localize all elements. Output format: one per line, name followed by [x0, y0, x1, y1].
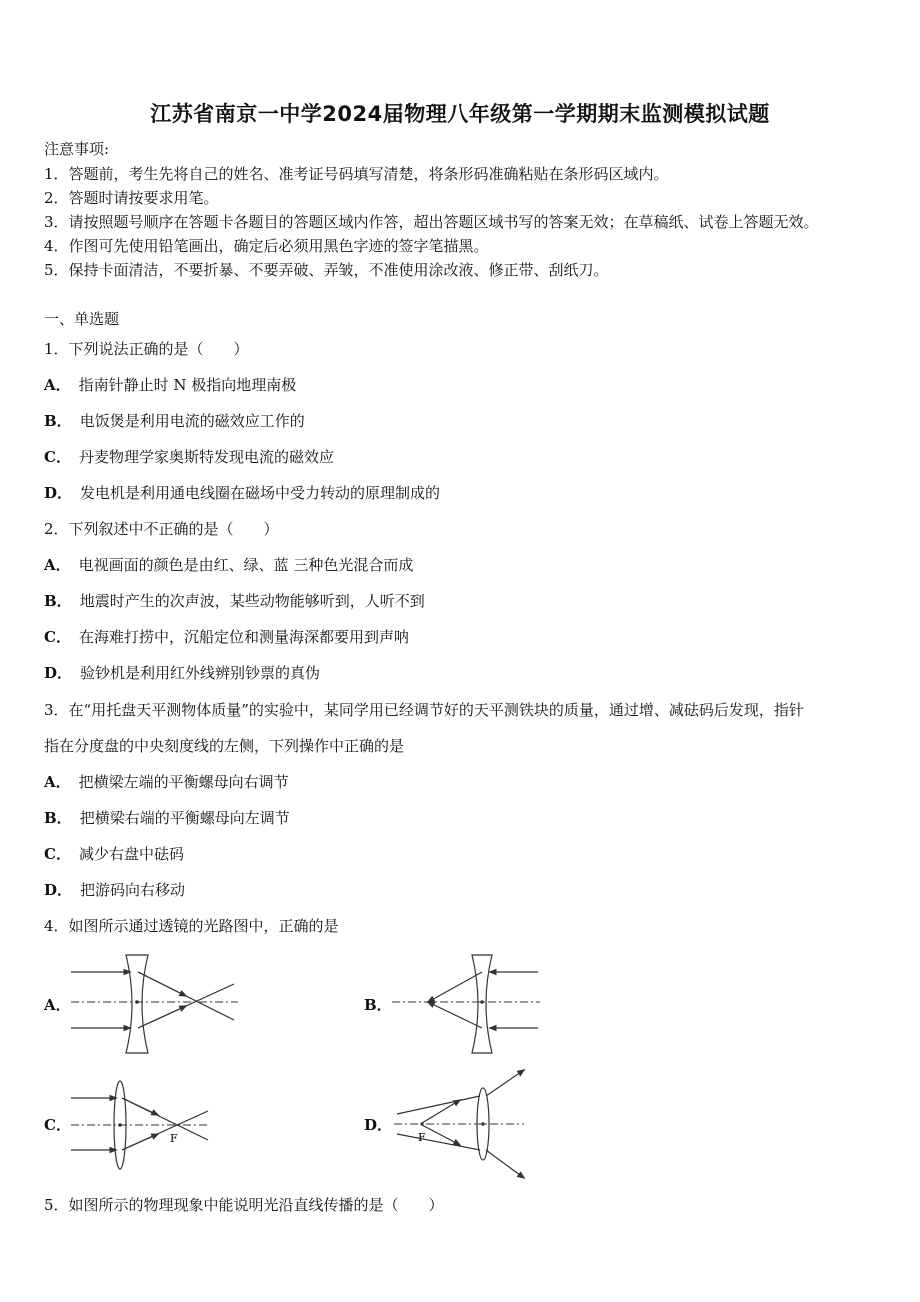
- figure-b-label: B．: [364, 996, 392, 1014]
- figure-d-label: D．: [364, 1116, 393, 1134]
- question-3-stem-line1: 3．在“用托盘天平测物体质量”的实验中，某同学用已经调节好的天平测铁块的质量，通过增、减砝码后发现，指针: [44, 701, 804, 719]
- incident-ray-bottom: [397, 1134, 480, 1150]
- concave-lens-shape: [126, 955, 148, 1053]
- question-3-option-d: D． 把游码向右移动: [44, 881, 186, 899]
- question-1-option-d: D． 发电机是利用通电线圈在磁场中受力转动的原理制成的: [44, 484, 441, 502]
- figure-c-convex-lens-diagram: [66, 1078, 226, 1173]
- notice-heading: 注意事项:: [44, 140, 110, 158]
- figure-a-label: A．: [44, 996, 71, 1014]
- focus-label: F: [418, 1131, 426, 1144]
- notice-item: 3．请按照题号顺序在答题卡各题目的答题区域内作答，超出答题区域书写的答案无效；在草稿纸、试卷上答题无效。: [44, 213, 819, 231]
- question-1-option-a: A． 指南针静止时 N 极指向地理南极: [44, 376, 297, 394]
- question-3-option-c: C． 减少右盘中砝码: [44, 845, 184, 863]
- figure-a-concave-lens-diagram: [66, 950, 246, 1060]
- question-2-stem: 2．下列叙述中不正确的是（ ）: [44, 520, 279, 538]
- question-4-stem: 4．如图所示通过透镜的光路图中，正确的是: [44, 917, 339, 935]
- refracted-ray-top: [428, 972, 482, 1002]
- question-1-option-b: B． 电饭煲是利用电流的磁效应工作的: [44, 412, 305, 430]
- figure-d-convex-lens-diagram: [392, 1066, 532, 1186]
- figure-c-label: C．: [44, 1116, 71, 1134]
- question-1-stem: 1．下列说法正确的是（ ）: [44, 340, 249, 358]
- question-5-stem: 5．如图所示的物理现象中能说明光沿直线传播的是（ ）: [44, 1196, 444, 1214]
- exam-title: 江苏省南京一中学2024届物理八年级第一学期期末监测模拟试题: [150, 102, 770, 126]
- focus-label: F: [170, 1132, 178, 1145]
- notice-item: 4．作图可先使用铅笔画出，确定后必须用黑色字迹的签字笔描黑。: [44, 237, 489, 255]
- question-2-option-d: D． 验钞机是利用红外线辨别钞票的真伪: [44, 664, 321, 682]
- notice-item: 2．答题时请按要求用笔。: [44, 189, 219, 207]
- question-1-option-c: C． 丹麦物理学家奥斯特发现电流的磁效应: [44, 448, 334, 466]
- refracted-ray-bottom: [428, 1002, 482, 1028]
- question-3-option-b: B． 把横梁右端的平衡螺母向左调节: [44, 809, 290, 827]
- question-2-option-c: C． 在海难打捞中，沉船定位和测量海深都要用到声呐: [44, 628, 409, 646]
- question-2-option-a: A． 电视画面的颜色是由红、绿、蓝 三种色光混合而成: [44, 556, 414, 574]
- notice-item: 1．答题前，考生先将自己的姓名、准考证号码填写清楚，将条形码准确粘贴在条形码区域内。: [44, 165, 669, 183]
- notice-item: 5．保持卡面清洁，不要折暴、不要弄破、弄皱，不准使用涂改液、修正带、刮纸刀。: [44, 261, 609, 279]
- question-3-option-a: A． 把横梁左端的平衡螺母向右调节: [44, 773, 289, 791]
- figure-b-concave-lens-diagram: [390, 950, 550, 1060]
- question-3-stem-line2: 指在分度盘的中央刻度线的左侧，下列操作中正确的是: [44, 737, 405, 755]
- refracted-ray-top: [486, 1070, 524, 1096]
- section-heading: 一、单选题: [44, 310, 120, 328]
- refracted-ray-bottom: [486, 1150, 524, 1178]
- question-2-option-b: B． 地震时产生的次声波，某些动物能够听到，人听不到: [44, 592, 425, 610]
- concave-lens-shape: [472, 955, 492, 1053]
- incident-ray-top: [397, 1096, 480, 1114]
